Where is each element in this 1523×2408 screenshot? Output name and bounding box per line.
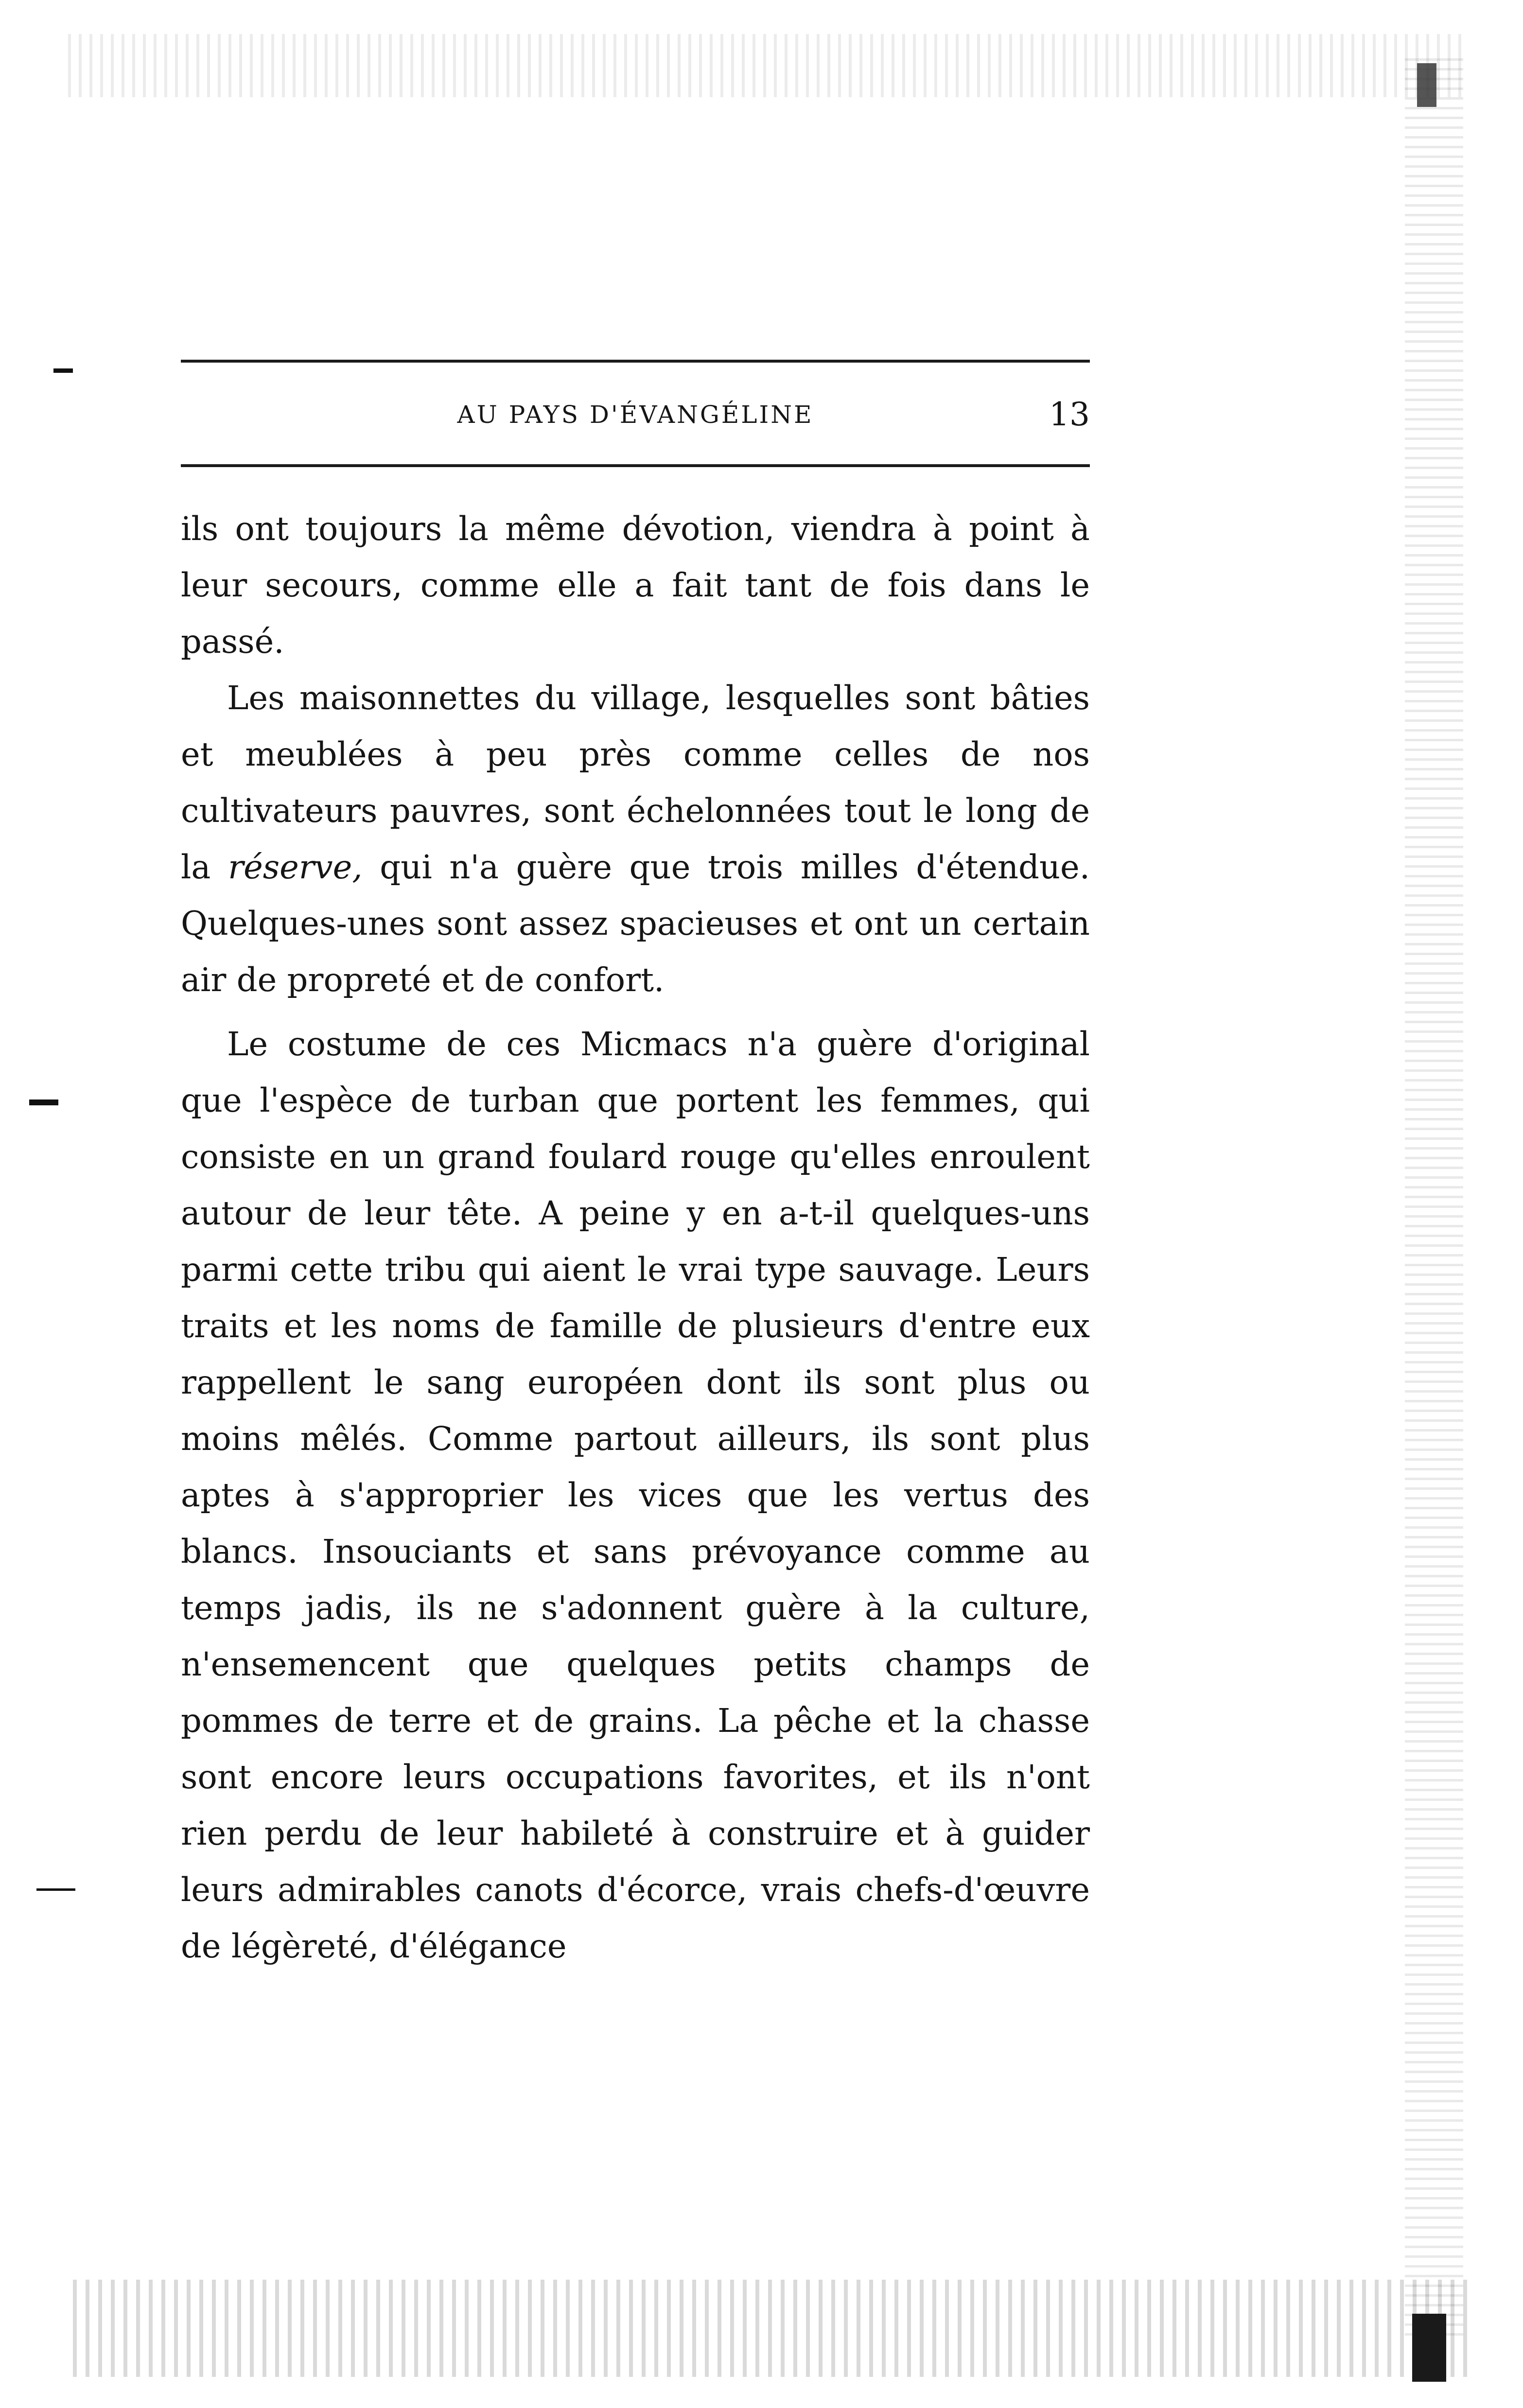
page-number: 13	[1049, 396, 1090, 433]
margin-mark-top	[53, 368, 73, 373]
paragraph-2	[181, 670, 1090, 1008]
running-head	[181, 393, 1090, 436]
paragraph-2-italic: réserve,	[228, 848, 363, 886]
paragraph-3: Le costume de ces Micmacs n'a guère d'original que l'espèce de turban que portent les femmes, qui consiste en un grand foulard rouge qu'elles enroulent autour de leur tête. A peine y en a-t-il quelques-uns parmi cette tribu qui aient le vrai type sauvage. Leurs traits et les noms de famille de plusieurs d'entre eux rappellent le sang européen dont ils sont plus ou moins mêlés. Comme partout ailleurs, ils sont plus aptes à s'approprier les vices que les vertus des blancs. Insouciants et sans prévoyance comme au temps jadis, ils ne s'adonnent guère à la culture, n'ensemencent que quelques petits champs de pommes de terre et de grains. La pêche et la chasse sont encore leurs occupations favorites, et ils n'ont rien perdu de leur habileté à construire et à guider leurs admirables canots d'écorce, vrais chefs-d'œuvre de légèreté, d'élégance	[181, 1025, 1090, 1965]
paragraph-2-part-1: Les maisonnettes du village, lesquelles sont bâties et meublées à peu près comme celles de nos cultivateurs pauvres, sont échelonnées tout le long de la	[181, 679, 1090, 886]
paragraph-2-part-2: qui n'a guère que trois milles d'étendue. Quelques-unes sont assez spacieuses et ont un certain air de propreté et de confort.	[181, 848, 1090, 999]
scan-noise-bottom	[73, 2280, 1468, 2377]
header-rule-top	[181, 360, 1090, 363]
running-title: AU PAYS D'ÉVANGÉLINE	[457, 401, 814, 429]
scan-noise-top	[68, 34, 1468, 97]
margin-mark-bottom	[36, 1888, 75, 1891]
margin-mark-middle	[29, 1099, 58, 1105]
body-text	[181, 501, 1090, 1974]
scan-blot-bottom-right	[1412, 2314, 1446, 2382]
scan-noise-right-edge	[1405, 58, 1463, 2343]
paragraph-1: ils ont toujours la même dévotion, viendra à point à leur secours, comme elle a fait tant de fois dans le passé.	[181, 510, 1090, 661]
header-rule-bottom	[181, 464, 1090, 467]
